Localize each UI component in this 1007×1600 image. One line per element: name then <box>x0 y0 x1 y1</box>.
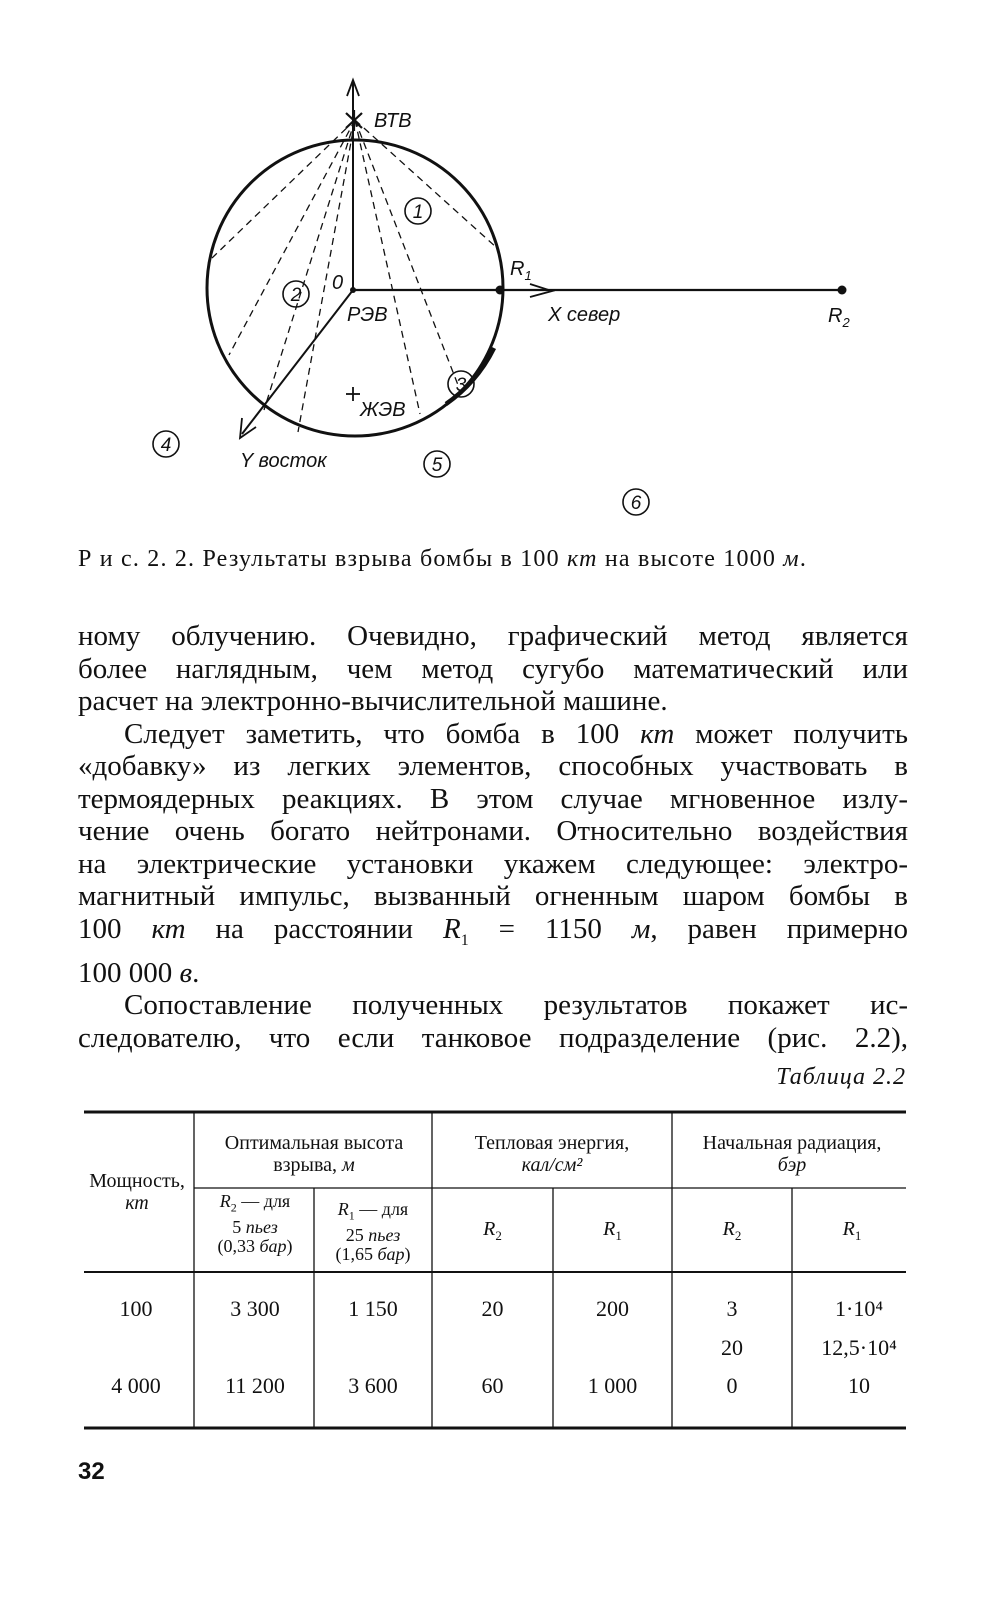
header-power: Мощность, кт <box>89 1170 185 1214</box>
header-thermal-r1: $R_1$ <box>603 1218 622 1243</box>
dashed-rays <box>212 120 497 432</box>
cell-h-r1: 3 600 <box>348 1373 398 1398</box>
cell-h-r2: 3 300 <box>230 1296 280 1321</box>
cell-power: 4 000 <box>111 1373 161 1398</box>
cell-t-r1: 1 000 <box>587 1373 638 1398</box>
cell-h-r2: 11 200 <box>225 1373 285 1398</box>
header-opt-height: Оптимальная высота взрыва, м <box>224 1132 404 1176</box>
cell-t-r2: 60 <box>481 1373 504 1398</box>
text-line: «добавку» из легких элементов, способных участвовать в <box>78 750 908 782</box>
text-line: 100 000 в. <box>78 956 200 989</box>
svg-text:4: 4 <box>160 435 172 456</box>
label-r2: $R_2$ <box>828 305 850 330</box>
cell-rad-r1: 12,5·10⁴ <box>821 1335 897 1360</box>
svg-text:2: 2 <box>290 285 302 306</box>
label-rev: РЭВ <box>347 304 388 326</box>
label-r1: $R_1$ <box>510 258 532 283</box>
header-radiation-r2: $R_2$ <box>722 1218 742 1243</box>
text-line: Сопоставление полученных результатов покажет ис- <box>124 989 908 1022</box>
caption-text-end: . <box>799 546 808 572</box>
header-thermal-r2: $R_2$ <box>483 1218 502 1243</box>
cell-rad-r2: 0 <box>726 1373 738 1398</box>
header-radiation: Начальная радиация, бэр <box>702 1132 882 1176</box>
zone-5 <box>424 451 450 477</box>
zone-2 <box>283 281 309 307</box>
text-line: более наглядным, чем метод сугубо математический или <box>78 652 908 685</box>
burst-star-icon <box>346 110 362 131</box>
text-line: термоядерных реакциях. В этом случае мгновенное излу- <box>78 782 908 815</box>
header-thermal: Тепловая энергия, кал/см² <box>474 1132 630 1176</box>
paragraph-1 <box>78 620 908 718</box>
text-line: 100 кт на расстоянии $R_1 = 1150$ м, равен примерно <box>78 912 909 949</box>
text-line: Следует заметить, что бомба в 100 кт может получить <box>124 717 908 750</box>
svg-text:1: 1 <box>412 202 424 223</box>
label-x-axis: X север <box>548 304 621 326</box>
zone-6 <box>623 489 649 515</box>
zone-1 <box>405 198 431 224</box>
caption-unit-m: м <box>783 546 800 572</box>
header-radiation-r1: $R_1$ <box>842 1218 862 1243</box>
body-text <box>78 620 908 1054</box>
header-r1-height: $R_1$ — для 25 пьез (1,65 бар) <box>335 1199 411 1264</box>
svg-text:3: 3 <box>455 375 467 396</box>
cell-rad-r2: 3 <box>726 1296 738 1321</box>
table-title: Таблица 2.2 <box>776 1064 906 1090</box>
caption-unit-kt: кт <box>567 546 598 572</box>
r1-point <box>496 286 505 295</box>
y-axis <box>242 290 353 434</box>
label-zhev: ЖЭВ <box>360 399 406 421</box>
svg-text:6: 6 <box>630 493 642 514</box>
r2-point <box>838 286 847 295</box>
text-line: магнитный импульс, вызванный огненным шаром бомбы в <box>78 880 908 912</box>
label-origin: 0 <box>332 272 344 294</box>
figure-caption <box>78 546 928 573</box>
page-number: 32 <box>78 1458 105 1485</box>
caption-text-middle: на высоте 1000 <box>597 546 784 572</box>
text-line: следователю, что если танковое подразделение (рис. 2.2), <box>78 1021 908 1054</box>
explosion-diagram <box>0 0 1007 540</box>
text-line: чение очень богато нейтронами. Относительно воздействия <box>78 815 908 847</box>
cell-rad-r1: 10 <box>848 1373 870 1398</box>
y-arrow-icon <box>240 418 256 438</box>
label-vtv: ВТВ <box>374 110 412 132</box>
cell-rad-r1: 1·10⁴ <box>835 1296 883 1321</box>
cell-t-r2: 20 <box>481 1296 504 1321</box>
header-r2-height: $R_2$ — для 5 пьез (0,33 бар) <box>217 1191 293 1256</box>
label-y-axis: Y восток <box>240 450 327 472</box>
zone-4 <box>153 431 179 457</box>
caption-prefix: Р и с. 2. 2. <box>78 546 196 572</box>
caption-text: Результаты взрыва бомбы в 100 <box>195 546 567 572</box>
cell-t-r1: 200 <box>596 1296 629 1321</box>
ground-zero-plus-icon <box>346 387 360 401</box>
cell-h-r1: 1 150 <box>348 1296 398 1321</box>
text-line: на электрические установки укажем следующее: электро- <box>78 847 908 880</box>
paragraph-3 <box>78 989 908 1054</box>
cell-power: 100 <box>119 1296 153 1321</box>
cell-rad-r2: 20 <box>721 1335 743 1360</box>
text-line: расчет на электронно-вычислительной машине. <box>78 685 668 717</box>
text-line: ному облучению. Очевидно, графический метод является <box>78 620 908 652</box>
svg-text:5: 5 <box>431 455 443 476</box>
paragraph-2 <box>78 718 908 990</box>
